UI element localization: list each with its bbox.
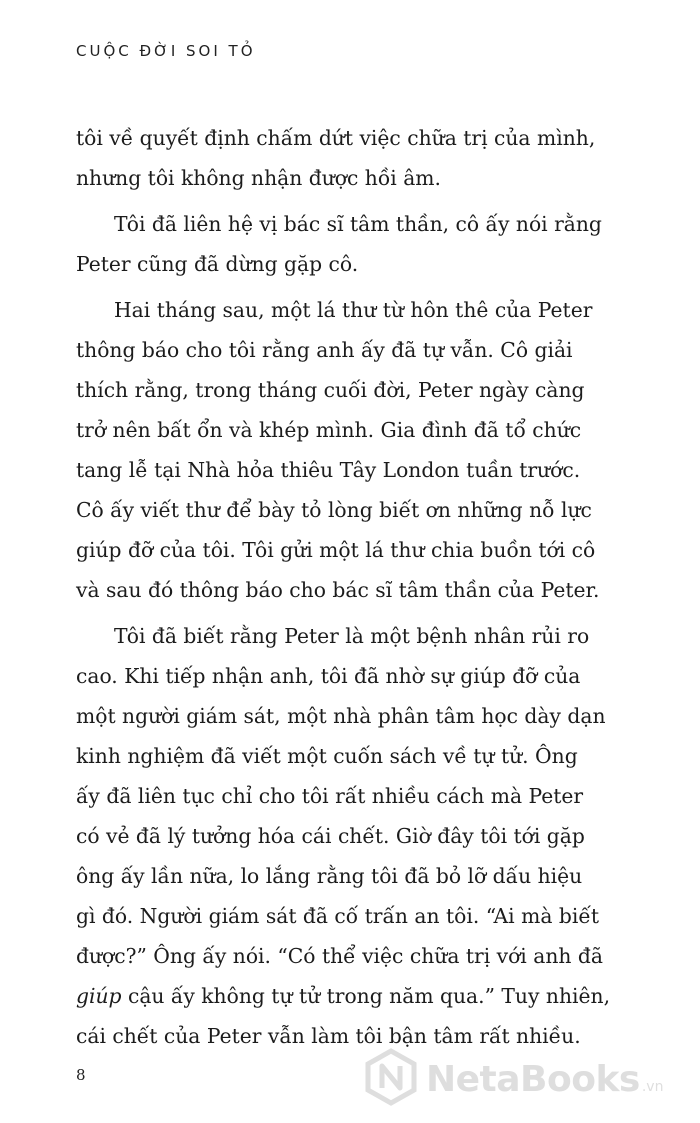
text-line: giúp đỡ của tôi. Tôi gửi một lá thư chia buồn tới cô — [76, 538, 596, 562]
text-line: Peter cũng đã dừng gặp cô. — [76, 252, 359, 276]
text-line: ấy đã liên tục chỉ cho tôi rất nhiều cách mà Peter — [76, 784, 584, 808]
page-number: 8 — [76, 1066, 86, 1084]
text-line: có vẻ đã lý tưởng hóa cái chết. Giờ đây tôi tới gặp — [76, 824, 585, 848]
text-line: cái chết của Peter vẫn làm tôi bận tâm rất nhiều. — [76, 1024, 581, 1048]
watermark-suffix: .vn — [641, 1078, 664, 1095]
paragraph-3 — [76, 290, 700, 610]
text-line: trở nên bất ổn và khép mình. Gia đình đã tổ chức — [76, 418, 582, 442]
text-line: ông ấy lần nữa, lo lắng rằng tôi đã bỏ lỡ dấu hiệu — [76, 864, 583, 888]
text-line: cao. Khi tiếp nhận anh, tôi đã nhờ sự giúp đỡ của — [76, 664, 581, 688]
watermark — [362, 1048, 663, 1111]
text-line: thích rằng, trong tháng cuối đời, Peter ngày càng — [76, 378, 585, 402]
text-line: kinh nghiệm đã viết một cuốn sách về tự tử. Ông — [76, 744, 578, 768]
text-line: Tôi đã biết rằng Peter là một bệnh nhân rủi ro — [114, 624, 590, 648]
text-line-rest: cậu ấy không tự tử trong năm qua.” Tuy nhiên, — [121, 984, 611, 1008]
body-text — [76, 118, 700, 1056]
text-line: tang lễ tại Nhà hỏa thiêu Tây London tuần trước. — [76, 458, 581, 482]
italic-word: giúp — [76, 984, 122, 1008]
text-line: Tôi đã liên hệ vị bác sĩ tâm thần, cô ấy nói rằng — [114, 212, 602, 236]
text-line: một người giám sát, một nhà phân tâm học dày dạn — [76, 704, 606, 728]
text-line: nhưng tôi không nhận được hồi âm. — [76, 166, 441, 190]
text-line: gì đó. Người giám sát đã cố trấn an tôi. “Ai mà biết — [76, 904, 599, 928]
watermark-brand: NetaBooks — [426, 1059, 640, 1100]
text-line-with-italic — [76, 976, 700, 1016]
paragraph-4 — [76, 616, 700, 1056]
netabooks-logo-icon — [362, 1048, 420, 1111]
text-line: và sau đó thông báo cho bác sĩ tâm thần của Peter. — [76, 578, 600, 602]
text-line: tôi về quyết định chấm dứt việc chữa trị của mình, — [76, 126, 596, 150]
paragraph-1 — [76, 118, 700, 198]
paragraph-2 — [76, 204, 700, 284]
text-line: được?” Ông ấy nói. “Có thể việc chữa trị với anh đã — [76, 944, 603, 968]
text-line: Cô ấy viết thư để bày tỏ lòng biết ơn những nỗ lực — [76, 498, 592, 522]
running-header: CUỘC ĐỜI SOI TỎ — [76, 42, 256, 60]
text-line: Hai tháng sau, một lá thư từ hôn thê của Peter — [114, 298, 593, 322]
text-line: thông báo cho tôi rằng anh ấy đã tự vẫn. Cô giải — [76, 338, 573, 362]
